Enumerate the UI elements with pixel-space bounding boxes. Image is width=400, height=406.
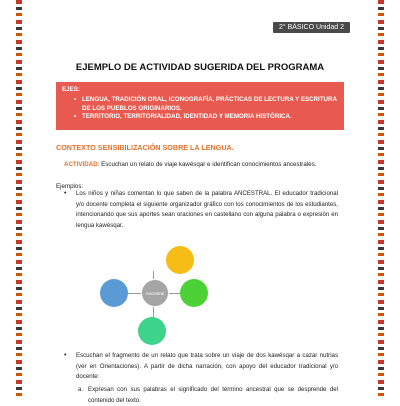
- organizer-circle-top: [166, 246, 194, 274]
- activity-line: [64, 161, 360, 168]
- ejes-item-1: • LENGUA, TRADICIÓN ORAL, ICONOGRAFÍA, PRÁCTICAS DE LECTURA Y ESCRITURA DE LOS PUEBLOS ORIGINARIOS.: [74, 96, 338, 113]
- ejes-label: EJES:: [62, 86, 80, 93]
- activity-text: : Escuchan un relato de viaje kawésqar e identifican conocimientos ancestrales.: [97, 161, 317, 168]
- organizer-circle-right: [180, 279, 208, 307]
- sub-item-a: [78, 385, 338, 406]
- paragraph-2: [64, 351, 338, 383]
- ejes-item-2: • TERRITORIO, TERRITORIALIDAD, IDENTIDAD Y MEMORIA HISTÓRICA.: [74, 113, 338, 122]
- paragraph-1-text: Los niños y niñas comentan lo que saben de la palabra ANCESTRAL. El educador tradicional y/o docente completa el siguiente organizador gráfico con los conocimientos de los estudiantes, intencionando que sus aportes sean oraciones en castellano con alguna palabra o expresión en lengua kawésqar.: [76, 190, 338, 229]
- section-title: CONTEXTO SENSIBILIZACIÓN SOBRE LA LENGUA.: [56, 143, 234, 152]
- paragraph-2-text: Escuchan el fragmento de un relato que trata sobre un viaje de dos kawésqar a cazar nutrias (ver en Orientaciones). A partir de dicha narración, con apoyo del educador tradicional y/o docente:: [76, 352, 338, 381]
- sub-item-letter: a.: [78, 386, 84, 393]
- examples-label: Ejemplos:: [56, 183, 84, 190]
- activity-label: ACTIVIDAD: [64, 161, 98, 168]
- organizer-circle-center: [141, 279, 169, 307]
- graphic-organizer: [100, 243, 205, 345]
- left-decorative-border: [16, 0, 22, 400]
- ejes-box: [56, 82, 344, 130]
- page-title: EJEMPLO DE ACTIVIDAD SUGERIDA DEL PROGRAMA: [75, 62, 325, 73]
- organizer-center-label: Ancestral: [145, 290, 165, 296]
- ejes-list: [62, 96, 338, 122]
- unit-badge: 2° BÁSICO Unidad 2: [273, 22, 350, 33]
- bullet-icon: •: [64, 190, 67, 197]
- sub-item-text: Expresan con sus palabras el significado del término ancestral que se desprende del contenido del texto.: [88, 386, 338, 404]
- organizer-circle-bottom: [138, 317, 166, 345]
- right-decorative-border: [378, 0, 384, 400]
- bullet-icon: •: [64, 352, 67, 359]
- connector-left: [128, 293, 142, 294]
- organizer-circle-left: [100, 279, 128, 307]
- paragraph-1: [64, 189, 338, 231]
